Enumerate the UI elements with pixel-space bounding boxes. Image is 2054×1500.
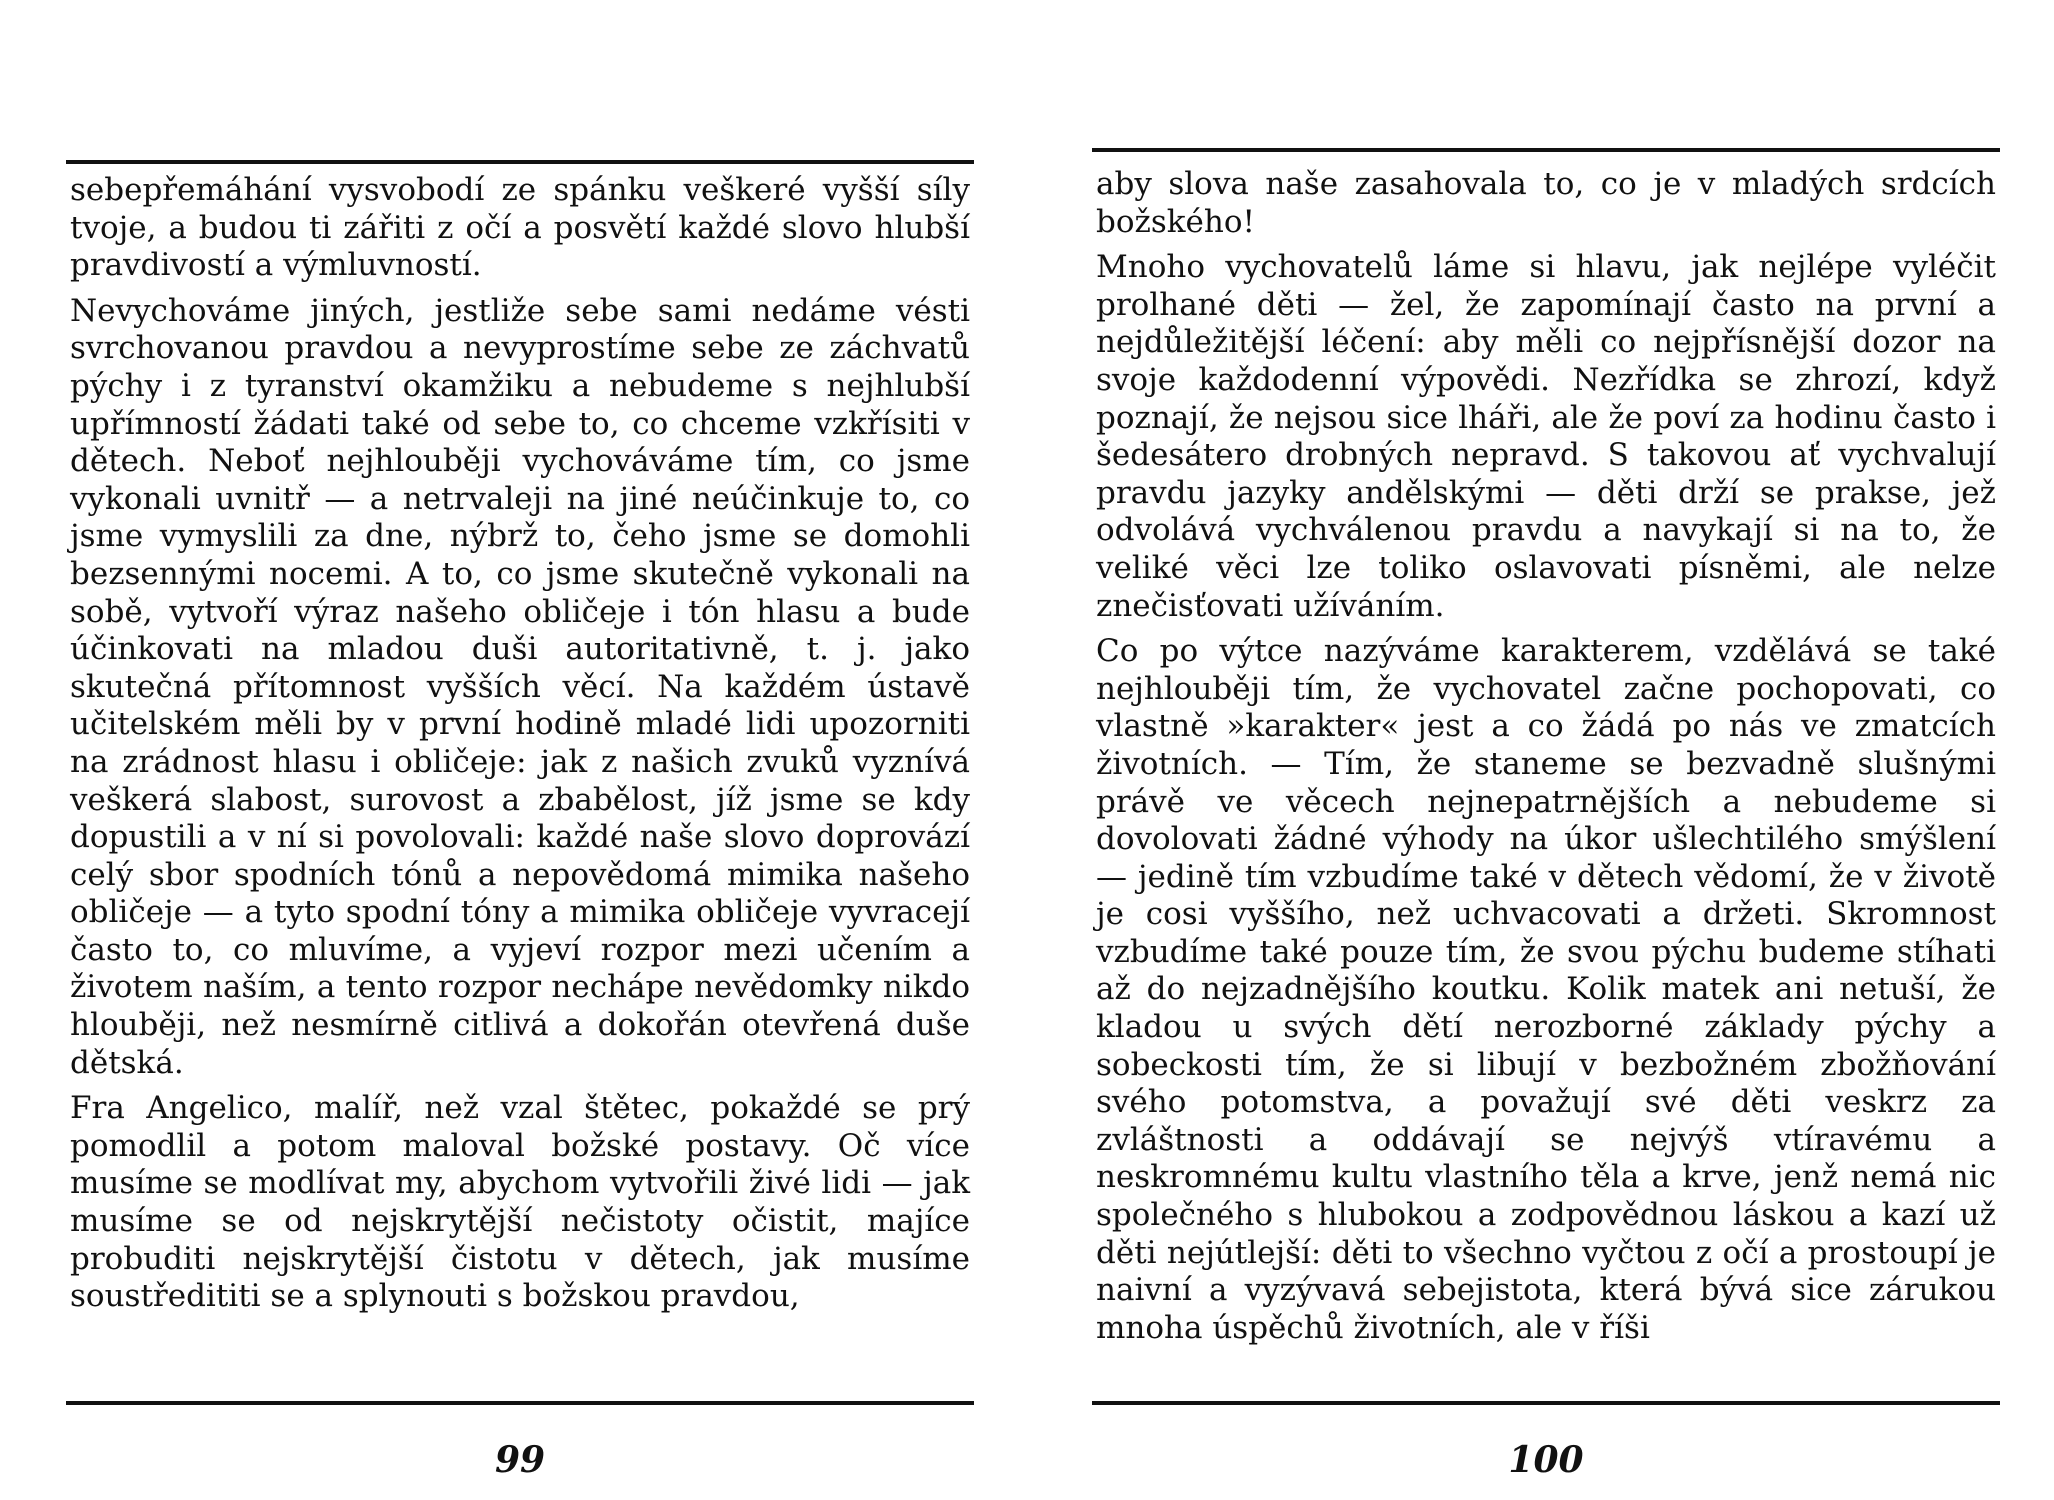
bottom-rule bbox=[1092, 1401, 2000, 1405]
paragraph: sebepřemáhání vysvobodí ze spánku veškeré vyšší síly tvoje, a budou ti zářiti z očí a posvětí každé slovo hlubší pravdivostí a výmluvností. bbox=[70, 172, 970, 284]
right-page-text bbox=[1096, 166, 1996, 1347]
page-number: 100 bbox=[1508, 1439, 1584, 1481]
right-page bbox=[1092, 0, 2000, 1500]
top-rule bbox=[1092, 148, 2000, 152]
paragraph: Fra Angelico, malíř, než vzal štětec, pokaždé se prý pomodlil a potom maloval božské postavy. Oč více musíme se modlívat my, abychom vytvořili živé lidi — jak musíme se od nejskrytější nečistoty očistit, majíce probuditi nejskrytější čistotu v dětech, jak musíme soustředititi se a splynouti s božskou pravdou, bbox=[70, 1090, 970, 1315]
left-page bbox=[66, 0, 974, 1500]
paragraph: Mnoho vychovatelů láme si hlavu, jak nejlépe vyléčit prolhané děti — žel, že zapomínají často na první a nejdůležitější léčení: aby měli co nejpřísnější dozor na svoje každodenní výpovědi. Nezřídka se zhrozí, když poznají, že nejsou sice lháři, ale že poví za hodinu často i šedesátero drobných nepravd. S takovou ať vychvalují pravdu jazyky andělskými — děti drží se prakse, jež odvolává vychválenou pravdu a navykají si na to, že veliké věci lze toliko oslavovati písněmi, ale nelze znečisťovati užíváním. bbox=[1096, 249, 1996, 624]
paragraph: aby slova naše zasahovala to, co je v mladých srdcích božského! bbox=[1096, 166, 1996, 240]
top-rule bbox=[66, 160, 974, 164]
bottom-rule bbox=[66, 1401, 974, 1405]
page-number: 99 bbox=[494, 1439, 546, 1481]
left-page-text bbox=[70, 172, 970, 1316]
paragraph: Nevychováme jiných, jestliže sebe sami nedáme vésti svrchovanou pravdou a nevyprostíme sebe ze záchvatů pýchy i z tyranství okamžiku a nebudeme s nejhlubší upřímností žádati také od sebe to, co chceme vzkřísiti v dětech. Neboť nejhlouběji vychováváme tím, co jsme vykonali uvnitř — a netrvaleji na jiné neúčinkuje to, co jsme vymyslili za dne, nýbrž to, čeho jsme se domohli bezsennými nocemi. A to, co jsme skutečně vykonali na sobě, vytvoří výraz našeho obličeje i tón hlasu a bude účinkovati na mladou duši autoritativně, t. j. jako skutečná přítomnost vyšších věcí. Na každém ústavě učitelském měli by v první hodině mladé lidi upozorniti na zrádnost hlasu i obličeje: jak z našich zvuků vyznívá veškerá slabost, surovost a zbabělost, jíž jsme se kdy dopustili a v ní si povolovali: každé naše slovo doprovází celý sbor spodních tónů a nepovědomá mimika našeho obličeje — a tyto spodní tóny a mimika obličeje vyvracejí často to, co mluvíme, a vyjeví rozpor mezi učením a životem naším, a tento rozpor nechápe nevědomky nikdo hlouběji, než nesmírně citlivá a dokořán otevřená duše dětská. bbox=[70, 292, 970, 1081]
paragraph: Co po výtce nazýváme karakterem, vzdělává se také nejhlouběji tím, že vychovatel začne pochopovati, co vlastně »karakter« jest a co žádá po nás ve zmatcích životních. — Tím, že staneme se bezvadně slušnými právě ve věcech nejnepatrnějších a nebudeme si dovolovati žádné výhody na úkor ušlechtilého smýšlení — jedině tím vzbudíme také v dětech vědomí, že v životě je cosi vyššího, než uchvacovati a držeti. Skromnost vzbudíme také pouze tím, že svou pýchu budeme stíhati až do nejzadnějšího koutku. Kolik matek ani netuší, že kladou u svých dětí nerozborné základy pýchy a sobeckosti tím, že si libují v bezbožném zbožňování svého potomstva, a považují své děti veskrz za zvláštnosti a oddávají se nejvýš vtíravému a neskromnému kultu vlastního těla a krve, jenž nemá nic společného s hlubokou a zodpovědnou láskou a kazí už děti nejútlejší: děti to všechno vyčtou z očí a prostoupí je naivní a vyzývavá sebejistota, která bývá sice zárukou mnoha úspěchů životních, ale v říši bbox=[1096, 633, 1996, 1346]
